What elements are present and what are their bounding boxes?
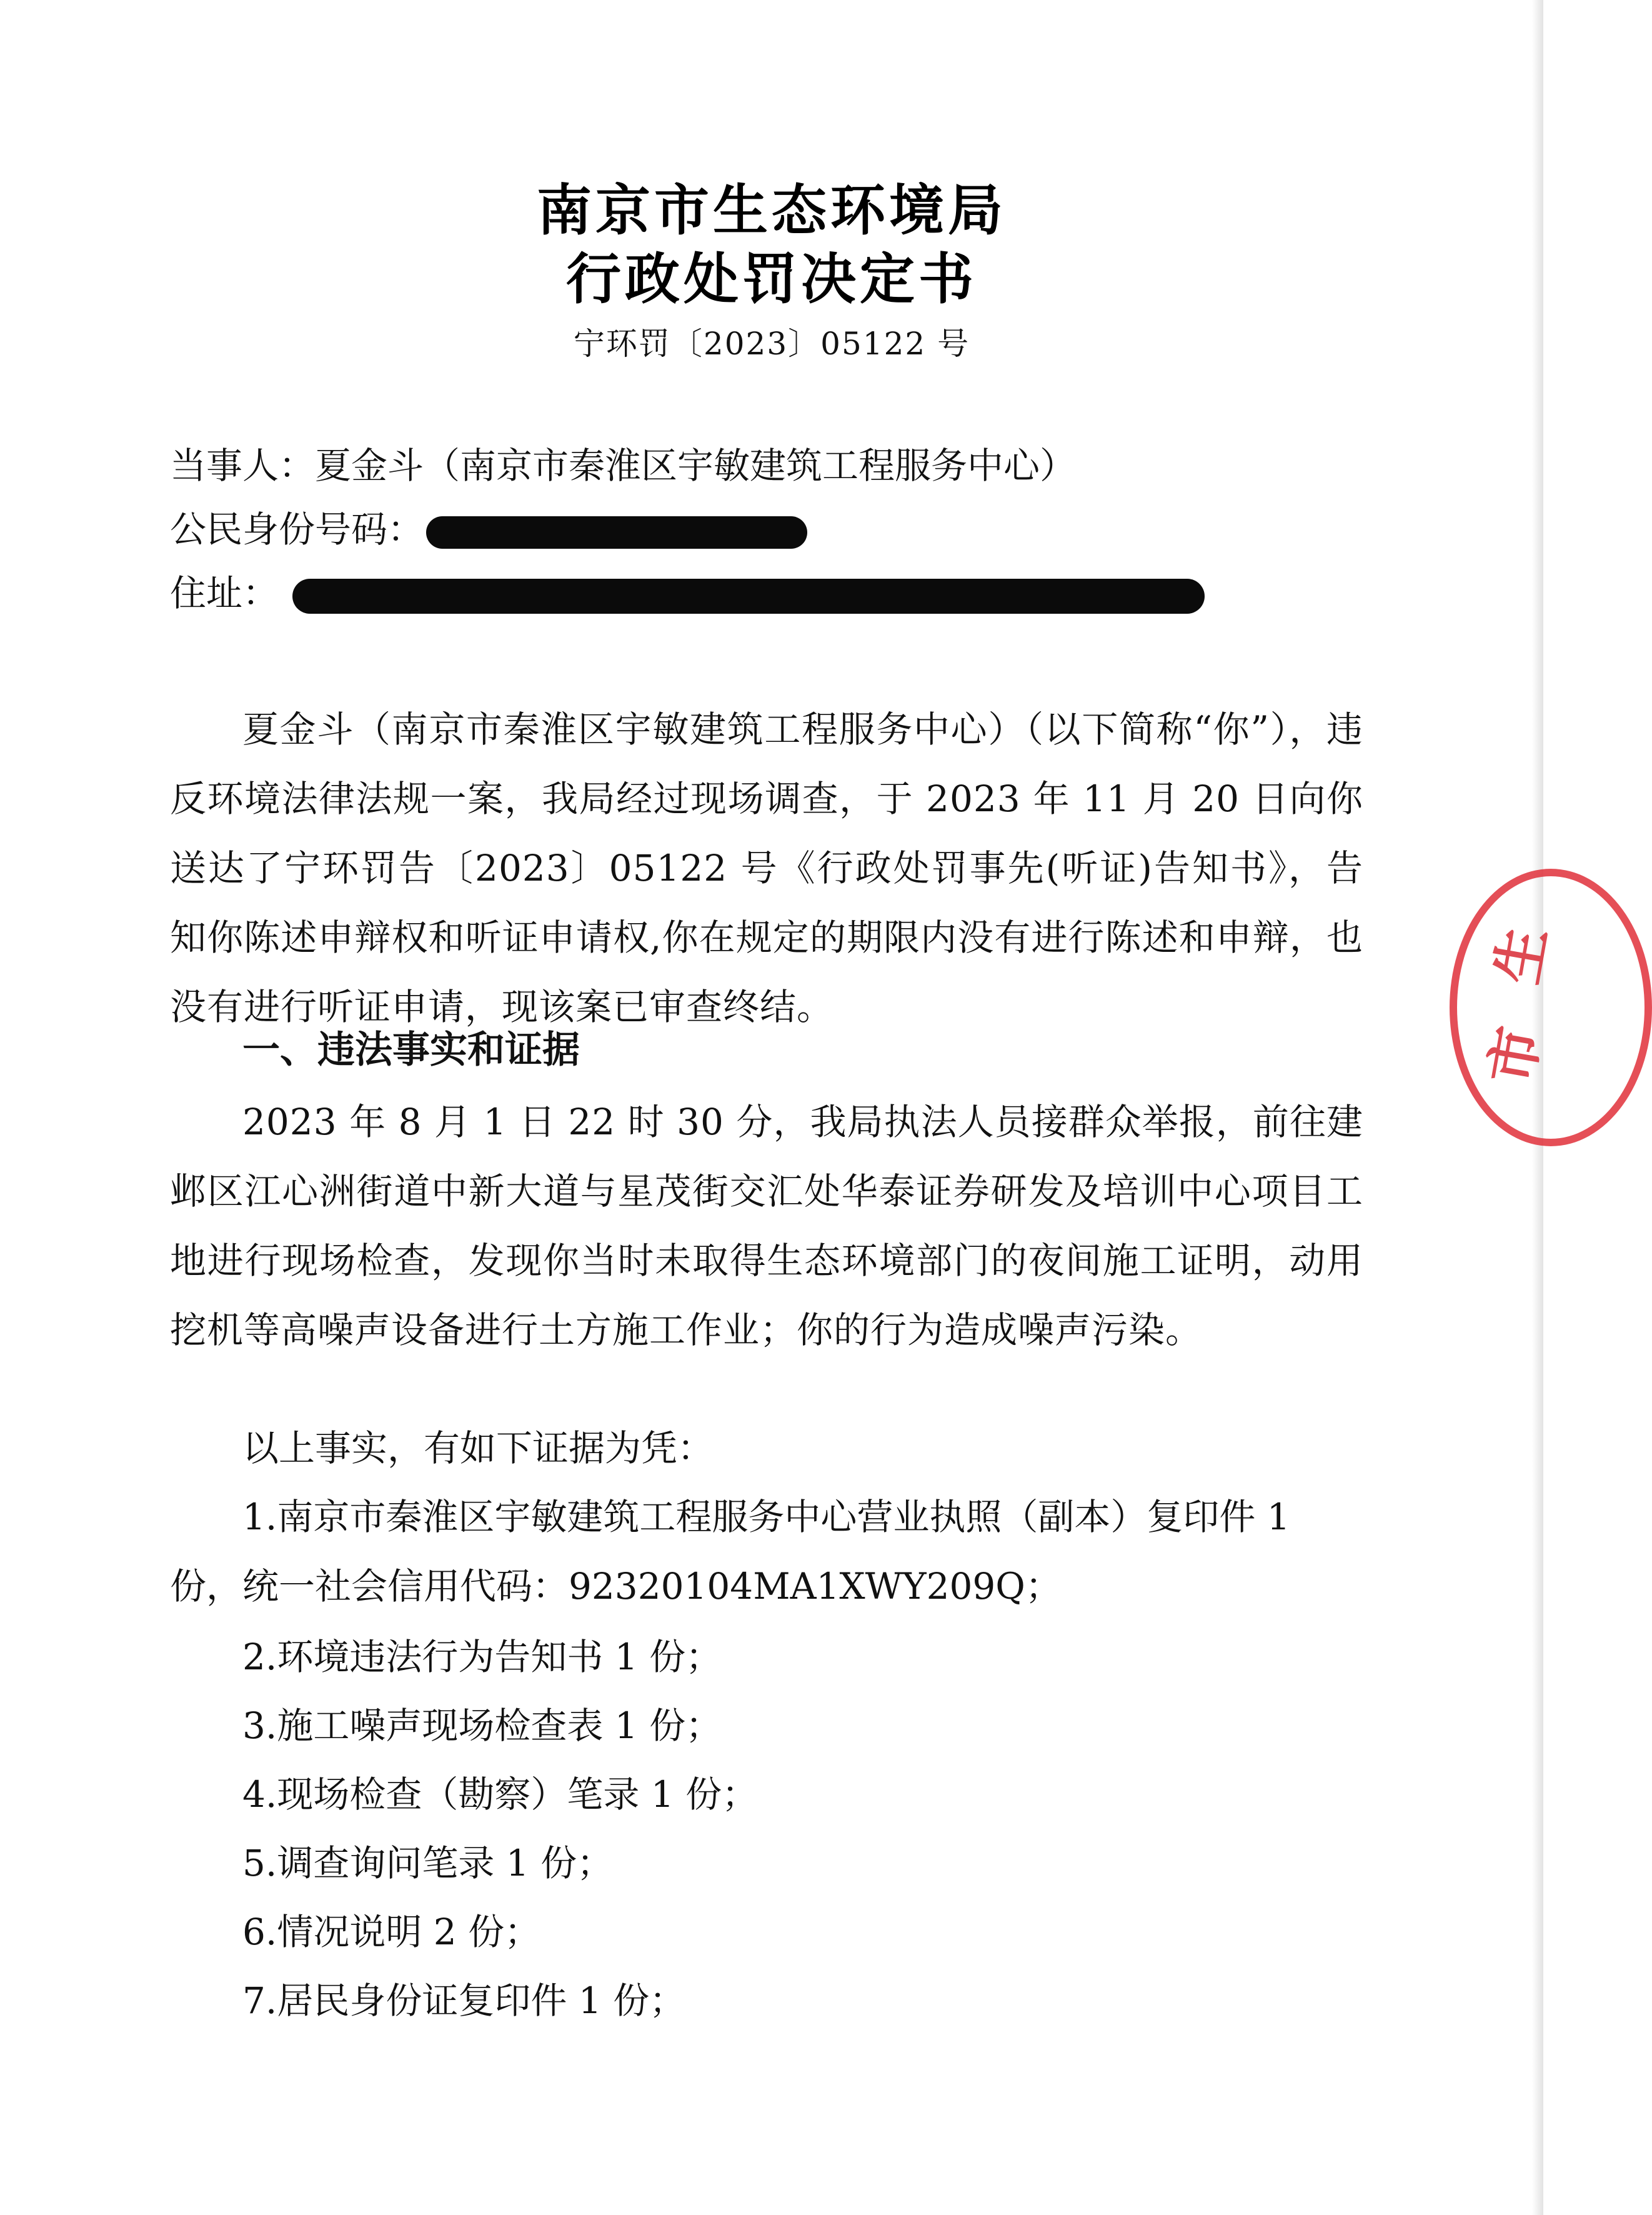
seal-char-2: 市 — [1478, 1022, 1553, 1089]
evidence-item-7: 7.居民身份证复印件 1 份； — [242, 1979, 686, 2022]
party-id-line — [170, 504, 807, 554]
official-seal-stamp — [1450, 869, 1652, 1146]
party-address-label: 住址： — [170, 572, 279, 614]
evidence-intro: 以上事实，有如下证据为凭： — [242, 1427, 714, 1469]
id-number-redaction — [426, 516, 807, 549]
address-redaction — [292, 579, 1205, 614]
section-heading-facts: 一、违法事实和证据 — [242, 1028, 580, 1072]
evidence-item-6: 6.情况说明 2 份； — [242, 1911, 541, 1953]
evidence-item-3: 3.施工噪声现场检查表 1 份； — [242, 1704, 722, 1747]
seal-char-1: 生 — [1484, 922, 1559, 989]
party-name-line — [170, 441, 1076, 491]
party-id-label: 公民身份号码： — [170, 508, 424, 551]
party-address-line — [170, 568, 1205, 618]
party-name-value: 夏金斗（南京市秦淮区宇敏建筑工程服务中心） — [315, 444, 1077, 487]
document-type-title: 行政处罚决定书 — [565, 247, 977, 311]
party-name-label: 当事人： — [170, 444, 316, 487]
evidence-item-2: 2.环境违法行为告知书 1 份； — [242, 1636, 722, 1678]
evidence-item-5: 5.调查询问笔录 1 份； — [242, 1842, 614, 1884]
document-number: 宁环罚〔2023〕05122 号 — [573, 326, 970, 362]
intro-paragraph: 夏金斗（南京市秦淮区宇敏建筑工程服务中心）（以下简称“你”），违反环境法律法规一案，我局经过现场调查，于 2023 年 11 月 20 日向你送达了宁环罚告〔2023〕05122 号《行政处罚事先(听证)告知书》，告知你陈述申辩权和听证申请权,你在规定的期限内没有进行陈述和申辩，也没有进行听证申请，现该案已审查终结。 — [170, 708, 1363, 1028]
evidence-item-4: 4.现场检查（勘察）笔录 1 份； — [242, 1773, 759, 1816]
violation-facts-paragraph: 2023 年 8 月 1 日 22 时 30 分，我局执法人员接群众举报，前往建邺区江心洲街道中新大道与星茂街交汇处华泰证券研发及培训中心项目工地进行现场检查，发现你当时未取得生态环境部门的夜间施工证明，动用挖机等高噪声设备进行土方施工作业；你的行为造成噪声污染。 — [170, 1101, 1363, 1351]
evidence-item-1: 1.南京市秦淮区宇敏建筑工程服务中心营业执照（副本）复印件 1 份，统一社会信用代码：92320104MA1XWY209Q； — [170, 1496, 1290, 1608]
document-issuer-title: 南京市生态环境局 — [536, 178, 1007, 242]
